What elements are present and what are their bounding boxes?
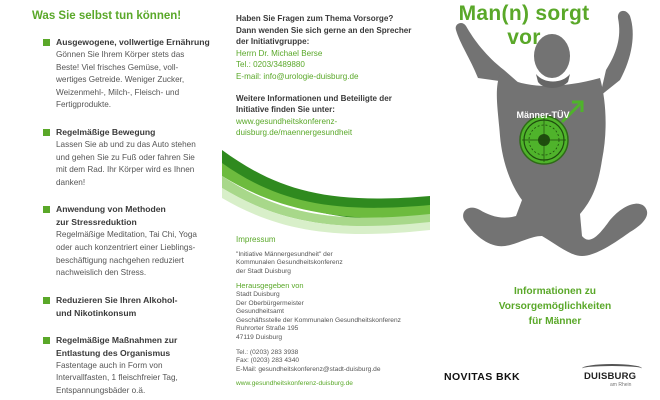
tip-body: Fastentage auch in Form von Intervallfasten, 1 fleischfreier Tag, Entspannungsbäder o.ä. [56,360,178,395]
tip-body: Regelmäßige Meditation, Tai Chi, Yoga oder auch konzentriert einer Lieblings- beschäftigung nachgehen reduziert nachweislich den Stress. [56,230,197,278]
imprint-email-link[interactable]: E-Mail: gesundheitskonferenz@stadt-duisburg.de [236,365,381,373]
tip-title: Ausgewogene, vollwertige Ernährung [56,37,210,47]
imprint-tel: Tel.: (0203) 283 3938 [236,348,299,356]
duisburg-logo-sub: am Rhein [610,382,632,388]
tip-body: Lassen Sie ab und zu das Auto stehen und gehen Sie zu Fuß oder fahren Sie mit dem Rad. Ihr Körper wird es Ihnen danken! [56,139,196,187]
tips-heading: Was Sie selbst tun können! [32,10,182,22]
tip-item [32,294,212,320]
bullet-square-icon [43,337,50,344]
bullet-square-icon [43,297,50,304]
more-info-link[interactable]: www.gesundheitskonferenz- duisburg.de/maennergesundheit [236,116,353,138]
tip-title: Anwendung von Methoden zur Stressreduktion [56,204,166,228]
tips-panel [0,0,222,400]
tip-item [32,126,212,189]
footer-url-link[interactable]: www.gesundheitskonferenz-duisburg.de [236,380,353,388]
bullet-square-icon [43,129,50,136]
imprint-heading: Impressum [236,235,276,244]
tip-item [32,203,212,279]
maenner-tuev-badge-label: Männer-TÜV [516,110,570,120]
speaker-name: Herrn Dr. Michael Berse [236,48,323,58]
publisher-address: Stadt Duisburg Der Oberbürgermeister Gesundheitsamt Geschäftsstelle der Kommunalen Gesundheitskonferenz Ruhrorter Straße 195 47119 Duisburg [236,290,401,341]
speaker-email-link[interactable]: E-mail: info@urologie-duisburg.de [236,71,359,81]
cover-subtitle: Informationen zu Vorsorgemöglichkeiten für Männer [498,286,612,327]
more-info-text: Weitere Informationen und Beteiligte der Initiative finden Sie unter: [236,93,392,115]
publisher-heading: Herausgegeben von [236,281,304,291]
speaker-phone: Tel.: 0203/3489880 [236,60,305,70]
tip-title: Reduzieren Sie Ihren Alkohol- und Nikotinkonsum [56,294,178,318]
bullet-square-icon [43,206,50,213]
tip-item [32,36,212,112]
novitas-bkk-logo: NOVITAS BKK [444,371,520,383]
tip-title: Regelmäßige Maßnahmen zur Entlastung des Organismus [56,334,178,358]
imprint-initiative: "Initiative Männergesundheit" der Kommunalen Gesundheitskonferenz der Stadt Duisburg [236,250,343,275]
imprint-fax: Fax: (0203) 283 4340 [236,357,300,365]
jumping-man-silhouette [430,0,660,400]
cover-title: Man(n) sorgt vor [458,2,590,49]
tip-item [32,334,212,398]
contact-question: Haben Sie Fragen zum Thema Vorsorge? Dann wenden Sie sich gerne an den Sprecher der Initiativgruppe: [236,14,412,47]
contact-panel [222,0,430,400]
tip-body: Gönnen Sie Ihrem Körper stets das Beste! Viel frisches Gemüse, voll- wertiges Getreide. Weniger Zucker, Weizenmehl-, Milch-, Fleisch- und Fertigprodukte. [56,50,185,110]
contact-block [236,13,428,139]
tip-title: Regelmäßige Bewegung [56,126,156,137]
cover-panel [430,0,660,400]
imprint-block [236,236,428,389]
bullet-square-icon [43,39,50,46]
duisburg-logo-name: DUISBURG [584,371,637,382]
